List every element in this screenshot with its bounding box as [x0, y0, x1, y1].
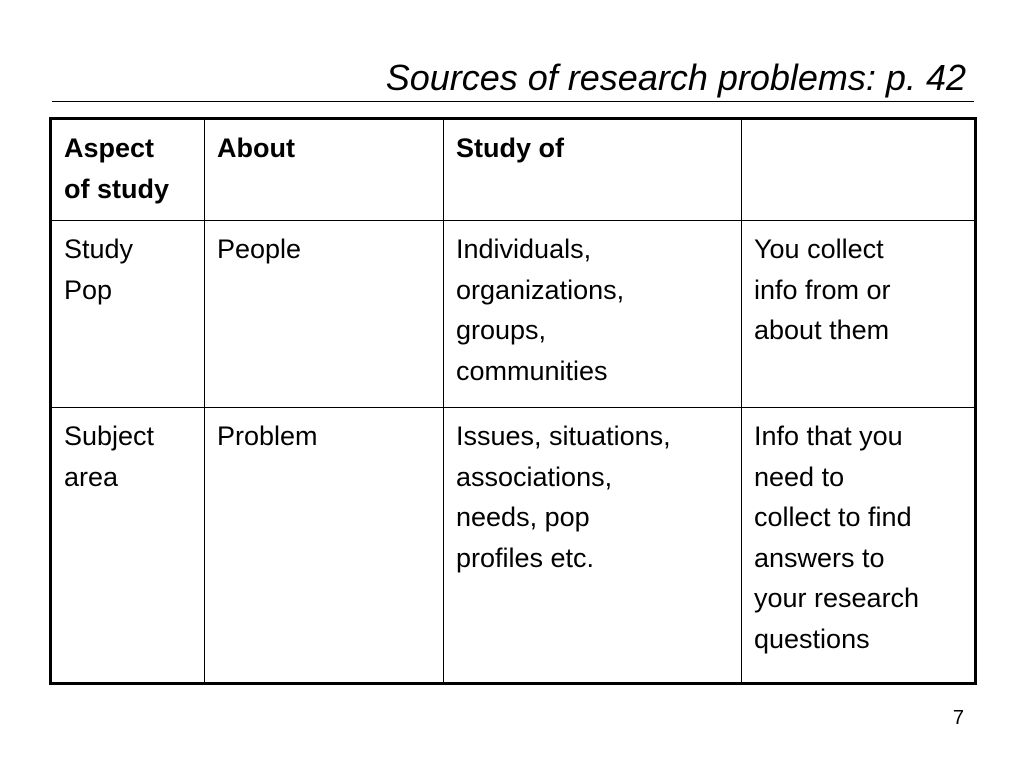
header-cell-aspect [51, 119, 205, 221]
header-label: Study of [456, 133, 564, 163]
table-cell [51, 408, 205, 684]
header-cell-about [205, 119, 444, 221]
table-cell [742, 221, 976, 408]
cell-text: Issues, situations, associations, needs, pop profiles etc. [456, 421, 671, 573]
table-row [51, 408, 976, 684]
table-cell [742, 408, 976, 684]
slide-title: Sources of research problems: p. 42 [385, 57, 966, 98]
cell-text: Study Pop [64, 234, 134, 305]
cell-text: Individuals, organizations, groups, communities [456, 234, 625, 386]
cell-text: Problem [217, 421, 318, 451]
table-header-row [51, 119, 976, 221]
table-row [51, 221, 976, 408]
table-cell [205, 221, 444, 408]
table-cell [205, 408, 444, 684]
header-label: About [217, 133, 295, 163]
cell-text: Info that you need to collect to find answers to your research questions [754, 421, 920, 654]
title-divider [52, 101, 974, 102]
table-cell [51, 221, 205, 408]
cell-text: Subject area [64, 421, 155, 492]
page-number: 7 [952, 707, 964, 729]
table-cell [444, 221, 742, 408]
research-problems-table [49, 117, 977, 685]
cell-text: You collect info from or about them [754, 234, 891, 345]
header-label: Aspect of study [64, 133, 169, 204]
header-cell-empty [742, 119, 976, 221]
table-cell [444, 408, 742, 684]
cell-text: People [217, 234, 302, 264]
header-cell-study-of [444, 119, 742, 221]
